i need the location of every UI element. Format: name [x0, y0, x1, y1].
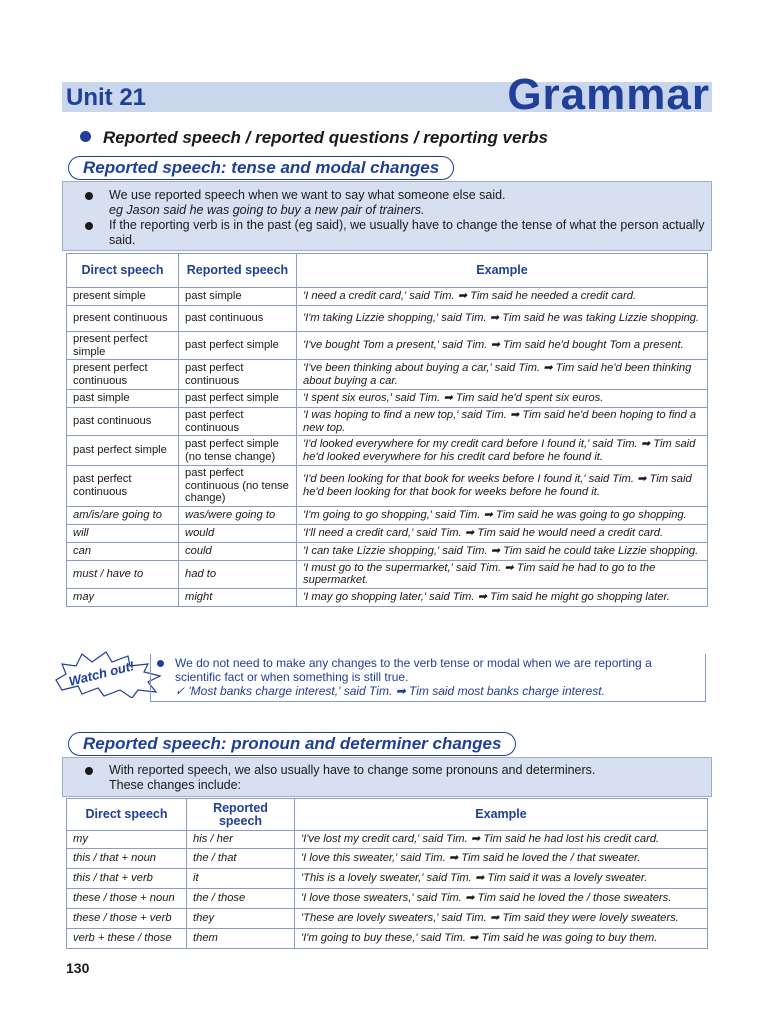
direct-speech-cell: am/is/are going to [67, 506, 179, 524]
direct-speech-cell: these / those + noun [67, 889, 187, 909]
table-row [67, 390, 708, 408]
col-header: Reported speech [187, 799, 295, 831]
example-cell: 'These are lovely sweaters,' said Tim. ➡ Tim said they were lovely sweaters. [295, 909, 708, 929]
example-cell: 'I'm going to buy these,' said Tim. ➡ Tim said he was going to buy them. [295, 929, 708, 949]
tense-changes-table [66, 253, 708, 607]
table-row [67, 408, 708, 436]
reported-speech-cell: them [187, 929, 295, 949]
reported-speech-cell: past perfect continuous [179, 360, 297, 390]
table-row [67, 306, 708, 332]
reported-speech-cell: past perfect simple (no tense change) [179, 436, 297, 466]
example-line: eg Jason said he was going to buy a new pair of trainers. [109, 203, 425, 217]
direct-speech-cell: past perfect continuous [67, 466, 179, 507]
col-header: Reported speech [179, 254, 297, 288]
example-cell: 'I love those sweaters,' said Tim. ➡ Tim said he loved the / those sweaters. [295, 889, 708, 909]
info-bullet: We use reported speech when we want to say what someone else said. eg Jason said he was going to buy a new pair of trainers. [63, 188, 711, 218]
example-cell: 'I can take Lizzie shopping,' said Tim. ➡ Tim said he could take Lizzie shopping. [297, 542, 708, 560]
page-number: 130 [66, 960, 90, 976]
watch-out-text: We do not need to make any changes to the verb tense or modal when we are reporting a scientific fact or when something is still true. [175, 656, 652, 684]
table-row [67, 831, 708, 849]
example-cell: 'I'm taking Lizzie shopping,' said Tim. ➡ Tim said he was taking Lizzie shopping. [297, 306, 708, 332]
watch-out-badge [52, 650, 164, 698]
example-cell: 'I need a credit card,' said Tim. ➡ Tim said he needed a credit card. [297, 288, 708, 306]
direct-speech-cell: present simple [67, 288, 179, 306]
table-row [67, 524, 708, 542]
direct-speech-cell: this / that + noun [67, 849, 187, 869]
example-cell: 'I've bought Tom a present,' said Tim. ➡ Tim said he'd bought Tom a present. [297, 332, 708, 360]
col-header: Direct speech [67, 799, 187, 831]
direct-speech-cell: must / have to [67, 560, 179, 588]
reported-speech-cell: his / her [187, 831, 295, 849]
subtitle-text: Reported speech / reported questions / reporting verbs [103, 128, 548, 147]
reported-speech-cell: would [179, 524, 297, 542]
table-row [67, 849, 708, 869]
reported-speech-cell: it [187, 869, 295, 889]
table-row [67, 360, 708, 390]
direct-speech-cell: my [67, 831, 187, 849]
page-subtitle [80, 128, 548, 148]
direct-speech-cell: may [67, 588, 179, 606]
example-cell: 'I'd looked everywhere for my credit card before I found it,' said Tim. ➡ Tim said he'd looked everywhere for his credit card before he found it. [297, 436, 708, 466]
example-cell: 'I've been thinking about buying a car,' said Tim. ➡ Tim said he'd been thinking about buying a car. [297, 360, 708, 390]
example-cell: 'I may go shopping later,' said Tim. ➡ Tim said he might go shopping later. [297, 588, 708, 606]
col-header: Example [295, 799, 708, 831]
table-row [67, 588, 708, 606]
unit-title: Unit 21 [66, 84, 147, 111]
reported-speech-cell: they [187, 909, 295, 929]
reported-speech-cell: was/were going to [179, 506, 297, 524]
table-row [67, 889, 708, 909]
section-title: Grammar [507, 70, 710, 119]
example-cell: 'This is a lovely sweater,' said Tim. ➡ Tim said it was a lovely sweater. [295, 869, 708, 889]
watch-out-note [150, 654, 706, 702]
section1-info-box [62, 181, 712, 251]
reported-speech-cell: past continuous [179, 306, 297, 332]
direct-speech-cell: verb + these / those [67, 929, 187, 949]
example-cell: 'I'd been looking for that book for weeks before I found it,' said Tim. ➡ Tim said he'd been looking for that book for weeks before he found it. [297, 466, 708, 507]
reported-speech-cell: the / those [187, 889, 295, 909]
direct-speech-cell: present perfect simple [67, 332, 179, 360]
direct-speech-cell: will [67, 524, 179, 542]
reported-speech-cell: might [179, 588, 297, 606]
section1-title: Reported speech: tense and modal changes [68, 156, 454, 180]
table-row [67, 929, 708, 949]
col-header: Example [297, 254, 708, 288]
example-cell: 'I must go to the supermarket,' said Tim. ➡ Tim said he had to go to the supermarket. [297, 560, 708, 588]
table-row [67, 288, 708, 306]
info-bullet: With reported speech, we also usually have to change some pronouns and determiners. These changes include: [63, 763, 711, 793]
section2-title: Reported speech: pronoun and determiner changes [68, 732, 516, 756]
watch-out-example: ✓ 'Most banks charge interest,' said Tim. ➡ Tim said most banks charge interest. [175, 684, 605, 698]
direct-speech-cell: this / that + verb [67, 869, 187, 889]
reported-speech-cell: the / that [187, 849, 295, 869]
example-cell: 'I was hoping to find a new top,' said Tim. ➡ Tim said he'd been hoping to find a new top. [297, 408, 708, 436]
direct-speech-cell: present continuous [67, 306, 179, 332]
reported-speech-cell: past simple [179, 288, 297, 306]
reported-speech-cell: had to [179, 560, 297, 588]
example-cell: 'I spent six euros,' said Tim. ➡ Tim said he'd spent six euros. [297, 390, 708, 408]
reported-speech-cell: past perfect simple [179, 332, 297, 360]
table-row [67, 869, 708, 889]
direct-speech-cell: past perfect simple [67, 436, 179, 466]
direct-speech-cell: past simple [67, 390, 179, 408]
table-row [67, 506, 708, 524]
pronoun-changes-table [66, 798, 708, 949]
bullet-icon [80, 131, 91, 142]
watch-out-label: Watch out! [67, 658, 136, 689]
example-cell: 'I'm going to go shopping,' said Tim. ➡ Tim said he was going to go shopping. [297, 506, 708, 524]
table-row [67, 332, 708, 360]
info-bullet: If the reporting verb is in the past (eg said), we usually have to change the tense of what the person actually said. [63, 218, 711, 248]
direct-speech-cell: these / those + verb [67, 909, 187, 929]
reported-speech-cell: could [179, 542, 297, 560]
section2-info-box [62, 757, 712, 797]
table-row [67, 466, 708, 507]
reported-speech-cell: past perfect simple [179, 390, 297, 408]
example-cell: 'I love this sweater,' said Tim. ➡ Tim said he loved the / that sweater. [295, 849, 708, 869]
example-cell: 'I've lost my credit card,' said Tim. ➡ Tim said he had lost his credit card. [295, 831, 708, 849]
bullet-icon [157, 660, 164, 667]
reported-speech-cell: past perfect continuous (no tense change) [179, 466, 297, 507]
table-row [67, 542, 708, 560]
direct-speech-cell: can [67, 542, 179, 560]
table-row [67, 436, 708, 466]
col-header: Direct speech [67, 254, 179, 288]
table-row [67, 560, 708, 588]
direct-speech-cell: present perfect continuous [67, 360, 179, 390]
reported-speech-cell: past perfect continuous [179, 408, 297, 436]
direct-speech-cell: past continuous [67, 408, 179, 436]
example-cell: 'I'll need a credit card,' said Tim. ➡ Tim said he would need a credit card. [297, 524, 708, 542]
table-row [67, 909, 708, 929]
